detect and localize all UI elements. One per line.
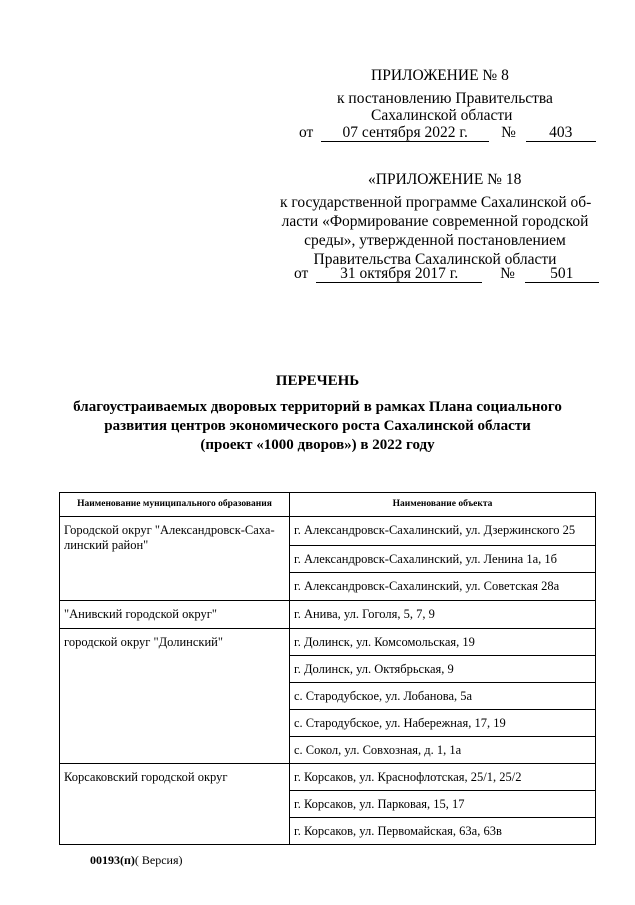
object-cell: с. Стародубское, ул. Лобанова, 5а: [290, 683, 596, 710]
number-label: №: [501, 124, 516, 141]
territories-table: [59, 492, 596, 845]
table-row: [60, 517, 596, 546]
appendix-8-line-2: Сахалинской области: [371, 107, 513, 124]
object-cell: г. Долинск, ул. Октябрьская, 9: [290, 656, 596, 683]
municipality-cell: Городской округ "Александровск-Саха-линский район": [60, 517, 290, 601]
from-label: от: [299, 124, 314, 141]
appendix-18-line-2: ласти «Формирование современной городской: [281, 213, 589, 230]
municipality-cell: Корсаковский городской округ: [60, 764, 290, 845]
object-cell: г. Александровск-Сахалинский, ул. Ленина 1а, 1б: [290, 546, 596, 573]
column-header-municipality: Наименование муниципального образования: [60, 493, 290, 517]
appendix-18-date-row: [294, 264, 599, 283]
program-date: 31 октября 2017 г.: [316, 265, 482, 283]
document-subtitle: [0, 398, 635, 455]
decree-date: 07 сентября 2022 г.: [321, 124, 489, 142]
table-header-row: [60, 493, 596, 517]
object-cell: с. Сокол, ул. Совхозная, д. 1, 1а: [290, 737, 596, 764]
municipality-cell: городской округ "Долинский": [60, 629, 290, 764]
municipality-cell: "Анивский городской округ": [60, 601, 290, 629]
number-label: №: [500, 265, 515, 282]
document-footer: [90, 853, 183, 868]
table-row: [60, 629, 596, 656]
appendix-18-text: [280, 193, 590, 269]
appendix-18-title: «ПРИЛОЖЕНИЕ № 18: [368, 171, 522, 188]
program-number: 501: [525, 265, 599, 283]
object-cell: г. Корсаков, ул. Первомайская, 63а, 63в: [290, 818, 596, 845]
subtitle-line-2: развития центров экономического роста Сахалинской области: [104, 418, 531, 434]
appendix-18-line-4: Правительства Сахалинской области: [313, 251, 557, 268]
appendix-18-line-1: к государственной программе Сахалинской об-: [280, 194, 592, 211]
appendix-18-line-3: среды», утвержденной постановлением: [304, 232, 566, 249]
document-title: ПЕРЕЧЕНЬ: [275, 373, 360, 389]
appendix-8-title: ПРИЛОЖЕНИЕ № 8: [371, 67, 509, 84]
appendix-8-date-row: [299, 123, 596, 142]
from-label: от: [294, 265, 309, 282]
table-row: [60, 764, 596, 791]
appendix-8-line-1: к постановлению Правительства: [337, 90, 553, 107]
document-version: ( Версия): [134, 853, 183, 867]
object-cell: г. Корсаков, ул. Краснофлотская, 25/1, 25/2: [290, 764, 596, 791]
table-row: [60, 601, 596, 629]
document-code: 00193(п): [90, 853, 135, 867]
object-cell: г. Долинск, ул. Комсомольская, 19: [290, 629, 596, 656]
object-cell: г. Анива, ул. Гоголя, 5, 7, 9: [290, 601, 596, 629]
object-cell: г. Александровск-Сахалинский, ул. Дзержинского 25: [290, 517, 596, 546]
object-cell: г. Корсаков, ул. Парковая, 15, 17: [290, 791, 596, 818]
decree-number: 403: [526, 124, 596, 142]
object-cell: г. Александровск-Сахалинский, ул. Советская 28а: [290, 573, 596, 601]
subtitle-line-3: (проект «1000 дворов») в 2022 году: [200, 437, 435, 453]
column-header-object: Наименование объекта: [290, 493, 596, 517]
object-cell: с. Стародубское, ул. Набережная, 17, 19: [290, 710, 596, 737]
subtitle-line-1: благоустраиваемых дворовых территорий в рамках Плана социального: [73, 399, 562, 415]
